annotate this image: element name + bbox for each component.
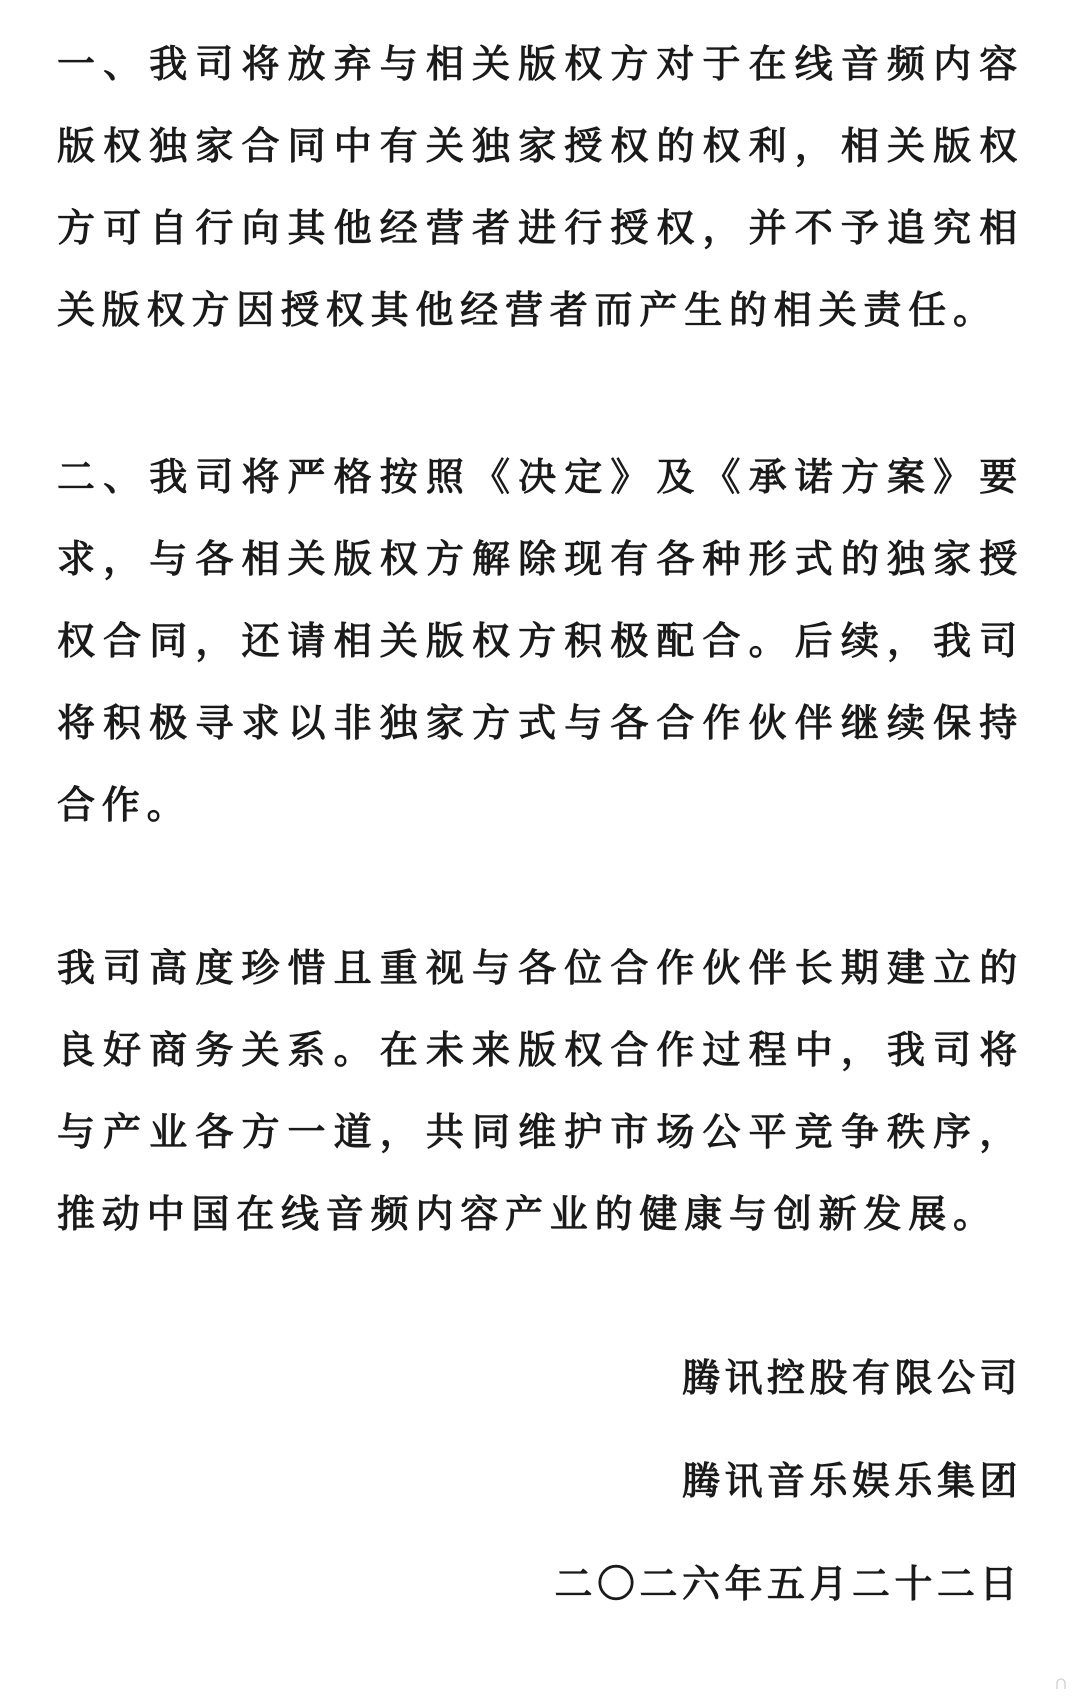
paragraph-three: 我司高度珍惜且重视与各位合作伙伴长期建立的良好商务关系。在未来版权合作过程中，我司将与产业各方一道，共同维护市场公平竞争秩序，推动中国在线音频内容产业的健康与创新发展。	[57, 946, 1024, 1236]
paragraph-one: 一、我司将放弃与相关版权方对于在线音频内容版权独家合同中有关独家授权的权利，相关版权方可自行向其他经营者进行授权，并不予追究相关版权方因授权其他经营者而产生的相关责任。	[57, 42, 1024, 332]
signature-company-tencent-holdings: 腾讯控股有限公司	[681, 1356, 1022, 1400]
watermark-corner-icon	[1054, 1677, 1068, 1691]
signature-date: 二〇二六年五月二十二日	[554, 1562, 1022, 1606]
signature-company-tencent-music: 腾讯音乐娱乐集团	[681, 1459, 1022, 1503]
paragraph-two: 二、我司将严格按照《决定》及《承诺方案》要求，与各相关版权方解除现有各种形式的独家授权合同，还请相关版权方积极配合。后续，我司将积极寻求以非独家方式与各合作伙伴继续保持合作。	[57, 455, 1024, 827]
